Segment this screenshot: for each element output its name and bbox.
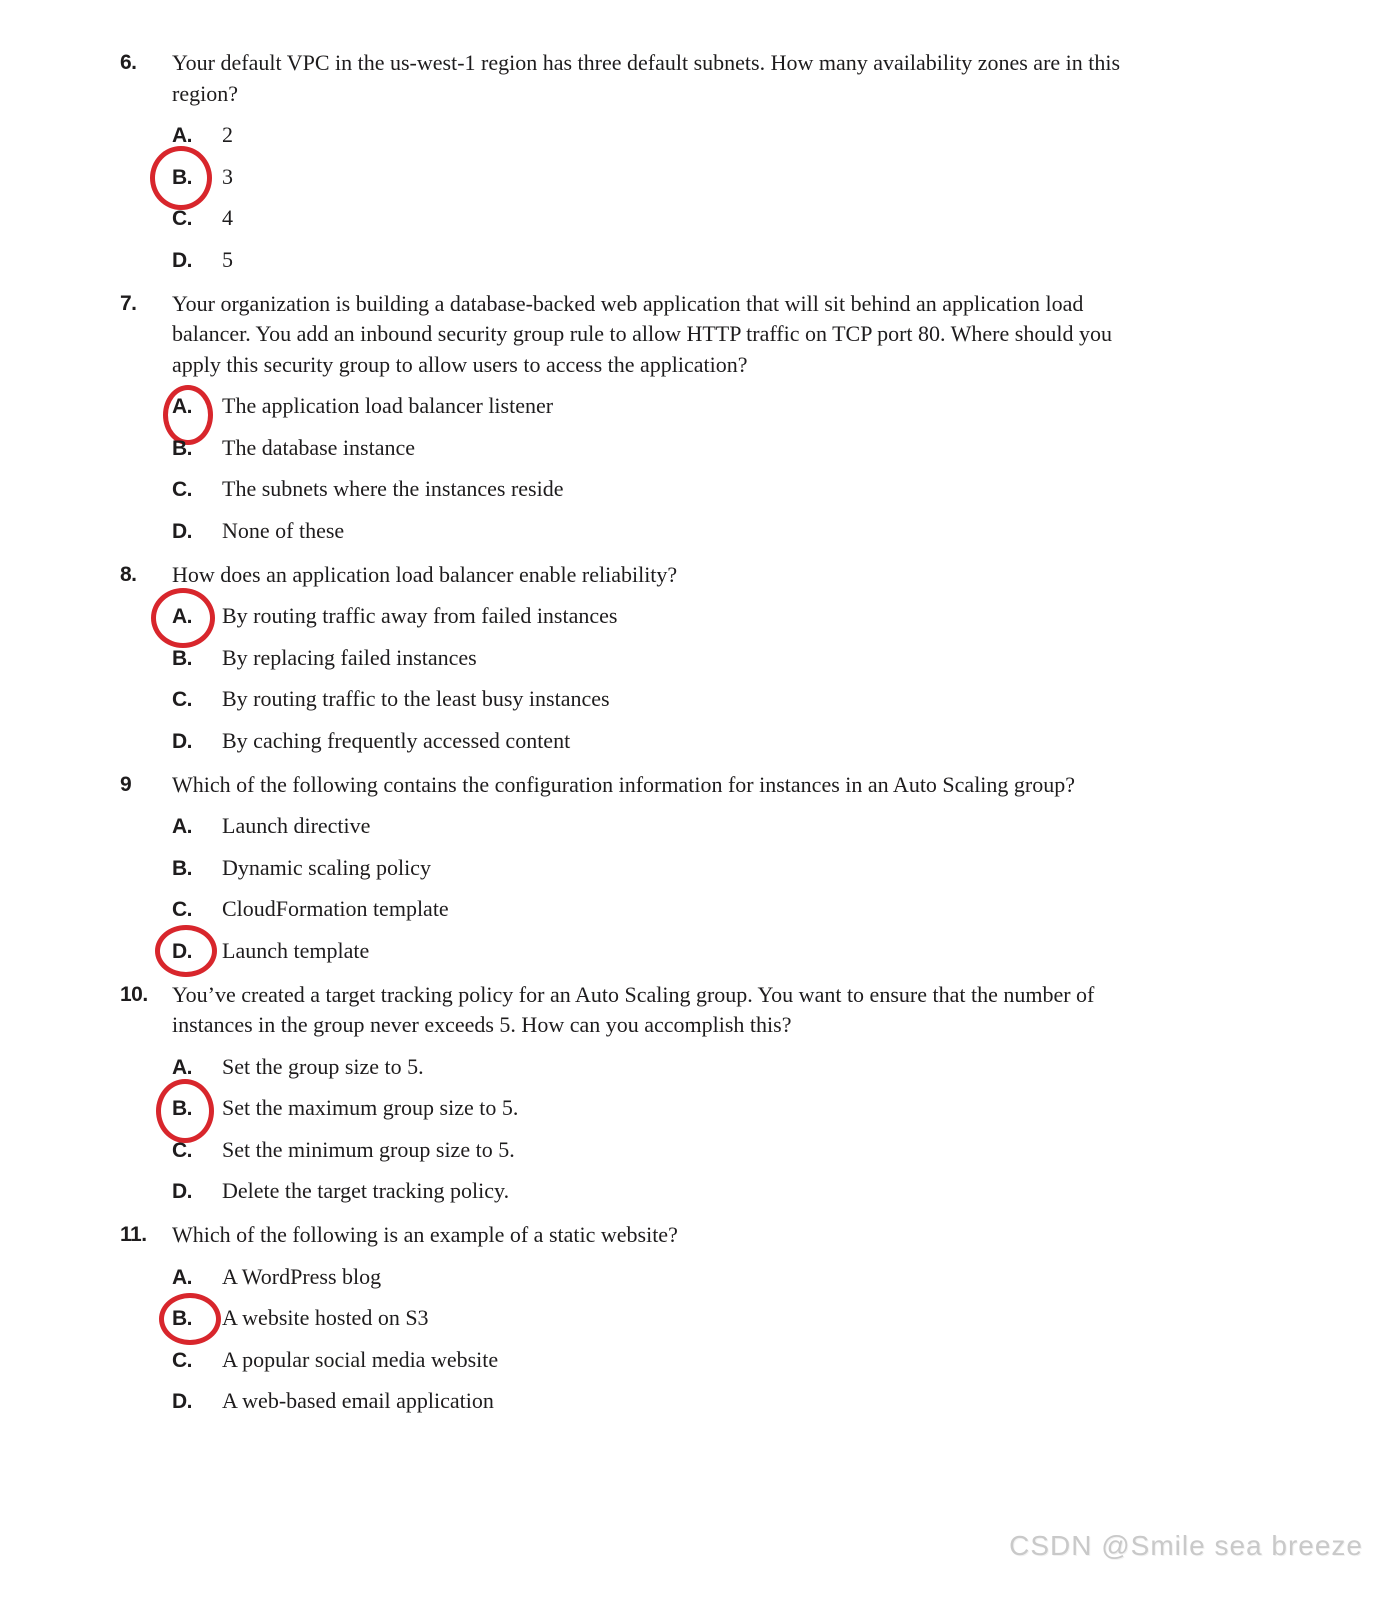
question-block-8 bbox=[120, 560, 1383, 757]
option-letter bbox=[172, 853, 222, 884]
option-letter bbox=[172, 1262, 222, 1293]
option-letter bbox=[172, 1093, 222, 1124]
question-block-7 bbox=[120, 289, 1383, 547]
question-number: 7. bbox=[120, 291, 137, 315]
answer-option bbox=[172, 1051, 1383, 1083]
question-head bbox=[120, 48, 1383, 109]
option-text: CloudFormation template bbox=[222, 896, 449, 921]
option-text: Set the minimum group size to 5. bbox=[222, 1136, 515, 1162]
option-text: By replacing failed instances bbox=[222, 644, 477, 670]
option-letter bbox=[172, 162, 222, 193]
options-list bbox=[120, 1261, 1383, 1418]
option-letter-label: B. bbox=[172, 856, 192, 880]
option-letter-label: D. bbox=[172, 1390, 192, 1413]
answer-option bbox=[172, 642, 1383, 674]
question-number: 10. bbox=[120, 982, 148, 1006]
option-text: By caching frequently accessed content bbox=[222, 727, 571, 753]
answer-option bbox=[172, 683, 1383, 715]
question-text: Your default VPC in the us-west-1 region has three default subnets. How many availability zones are in this region? bbox=[172, 50, 1121, 106]
question-text: Which of the following contains the configuration information for instances in an Auto Scaling group? bbox=[172, 771, 1076, 797]
option-letter-label: A. bbox=[172, 395, 192, 418]
answer-option bbox=[172, 244, 1383, 276]
option-letter-label: C. bbox=[172, 688, 192, 711]
option-letter bbox=[172, 1052, 222, 1083]
question-head bbox=[120, 560, 1383, 591]
options-list bbox=[120, 810, 1383, 967]
option-text: The subnets where the instances reside bbox=[222, 476, 564, 501]
answer-option bbox=[172, 515, 1383, 547]
option-letter bbox=[172, 120, 222, 151]
answer-option bbox=[172, 893, 1383, 925]
answer-option bbox=[172, 1175, 1383, 1207]
option-text: Launch directive bbox=[222, 813, 371, 838]
option-letter-label: C. bbox=[172, 478, 192, 501]
option-text: Launch template bbox=[222, 937, 370, 963]
options-list bbox=[120, 1051, 1383, 1208]
answer-option bbox=[172, 1385, 1383, 1417]
option-letter-label: A. bbox=[172, 124, 192, 147]
option-text: A WordPress blog bbox=[222, 1263, 382, 1289]
option-letter-label: B. bbox=[172, 1307, 192, 1330]
option-text: None of these bbox=[222, 517, 345, 543]
answer-option bbox=[172, 600, 1383, 632]
question-number: 8. bbox=[120, 562, 137, 586]
option-letter-label: B. bbox=[172, 1097, 192, 1120]
option-text: Set the group size to 5. bbox=[222, 1053, 424, 1079]
option-letter-label: C. bbox=[172, 898, 192, 921]
question-block-10 bbox=[120, 980, 1383, 1208]
answer-option bbox=[172, 852, 1383, 884]
option-letter bbox=[172, 894, 222, 925]
option-letter bbox=[172, 601, 222, 632]
answer-option bbox=[172, 432, 1383, 464]
option-letter-label: A. bbox=[172, 1055, 192, 1079]
answer-option bbox=[172, 725, 1383, 757]
option-letter bbox=[172, 474, 222, 505]
answer-option bbox=[172, 935, 1383, 967]
question-head bbox=[120, 770, 1383, 801]
answer-option bbox=[172, 473, 1383, 505]
option-letter-label: A. bbox=[172, 815, 192, 838]
answer-option bbox=[172, 810, 1383, 842]
question-text: How does an application load balancer enable reliability? bbox=[172, 561, 678, 587]
option-text: A popular social media website bbox=[222, 1346, 499, 1372]
option-text: 4 bbox=[222, 205, 233, 230]
option-text: Set the maximum group size to 5. bbox=[222, 1095, 519, 1120]
answer-option bbox=[172, 1344, 1383, 1376]
answer-option bbox=[172, 202, 1383, 234]
option-text: By routing traffic away from failed instances bbox=[222, 603, 618, 628]
question-text: You’ve created a target tracking policy for an Auto Scaling group. You want to ensure that the number of instances in the group never exceeds 5. How can you accomplish this? bbox=[172, 981, 1095, 1037]
question-block-6 bbox=[120, 48, 1383, 276]
option-letter bbox=[172, 516, 222, 547]
option-letter bbox=[172, 1345, 222, 1376]
option-letter bbox=[172, 684, 222, 715]
watermark-text: CSDN @Smile sea breeze bbox=[1009, 1530, 1363, 1561]
option-text: 3 bbox=[222, 163, 233, 189]
options-list bbox=[120, 119, 1383, 276]
question-number: 6. bbox=[120, 51, 137, 74]
option-text: 5 bbox=[222, 246, 233, 272]
option-letter bbox=[172, 1386, 222, 1417]
question-head bbox=[120, 1220, 1383, 1251]
question-head bbox=[120, 980, 1383, 1041]
option-letter-label: C. bbox=[172, 1138, 192, 1162]
option-letter-label: A. bbox=[172, 605, 192, 628]
option-letter bbox=[172, 726, 222, 757]
option-letter-label: C. bbox=[172, 207, 192, 230]
option-letter-label: A. bbox=[172, 1265, 192, 1289]
question-number: 9 bbox=[120, 772, 132, 796]
option-text: A web-based email application bbox=[222, 1388, 494, 1413]
option-letter-label: D. bbox=[172, 519, 192, 543]
answer-option bbox=[172, 161, 1383, 193]
question-block-9 bbox=[120, 770, 1383, 967]
option-letter-label: D. bbox=[172, 248, 192, 272]
question-text: Which of the following is an example of a static website? bbox=[172, 1222, 678, 1247]
option-letter bbox=[172, 1303, 222, 1334]
option-letter-label: D. bbox=[172, 729, 192, 753]
option-letter bbox=[172, 811, 222, 842]
options-list bbox=[120, 390, 1383, 547]
option-letter bbox=[172, 1135, 222, 1166]
option-text: 2 bbox=[222, 122, 233, 147]
option-text: The application load balancer listener bbox=[222, 393, 554, 418]
answer-option bbox=[172, 1302, 1383, 1334]
answer-option bbox=[172, 119, 1383, 151]
answer-option bbox=[172, 1261, 1383, 1293]
answer-option bbox=[172, 1134, 1383, 1166]
option-letter-label: C. bbox=[172, 1348, 192, 1372]
options-list bbox=[120, 600, 1383, 757]
option-letter-label: D. bbox=[172, 1180, 192, 1203]
option-letter-label: D. bbox=[172, 939, 192, 963]
option-letter-label: B. bbox=[172, 165, 192, 189]
option-letter bbox=[172, 643, 222, 674]
question-text: Your organization is building a database-backed web application that will sit behind an application load balancer. You add an inbound security group rule to allow HTTP traffic on TCP port 80. Where should you apply this security group to allow users to access the application? bbox=[172, 290, 1112, 377]
option-letter bbox=[172, 391, 222, 422]
option-letter-label: B. bbox=[172, 646, 192, 670]
option-letter bbox=[172, 1176, 222, 1207]
option-text: The database instance bbox=[222, 434, 416, 460]
option-text: Delete the target tracking policy. bbox=[222, 1178, 510, 1203]
option-text: By routing traffic to the least busy instances bbox=[222, 686, 610, 711]
option-letter bbox=[172, 936, 222, 967]
option-text: A website hosted on S3 bbox=[222, 1305, 429, 1330]
option-text: Dynamic scaling policy bbox=[222, 854, 431, 880]
question-number: 11. bbox=[120, 1223, 147, 1246]
question-block-11 bbox=[120, 1220, 1383, 1417]
option-letter bbox=[172, 203, 222, 234]
option-letter-label: B. bbox=[172, 436, 192, 460]
option-letter bbox=[172, 245, 222, 276]
question-head bbox=[120, 289, 1383, 381]
answer-option bbox=[172, 1092, 1383, 1124]
answer-option bbox=[172, 390, 1383, 422]
option-letter bbox=[172, 433, 222, 464]
